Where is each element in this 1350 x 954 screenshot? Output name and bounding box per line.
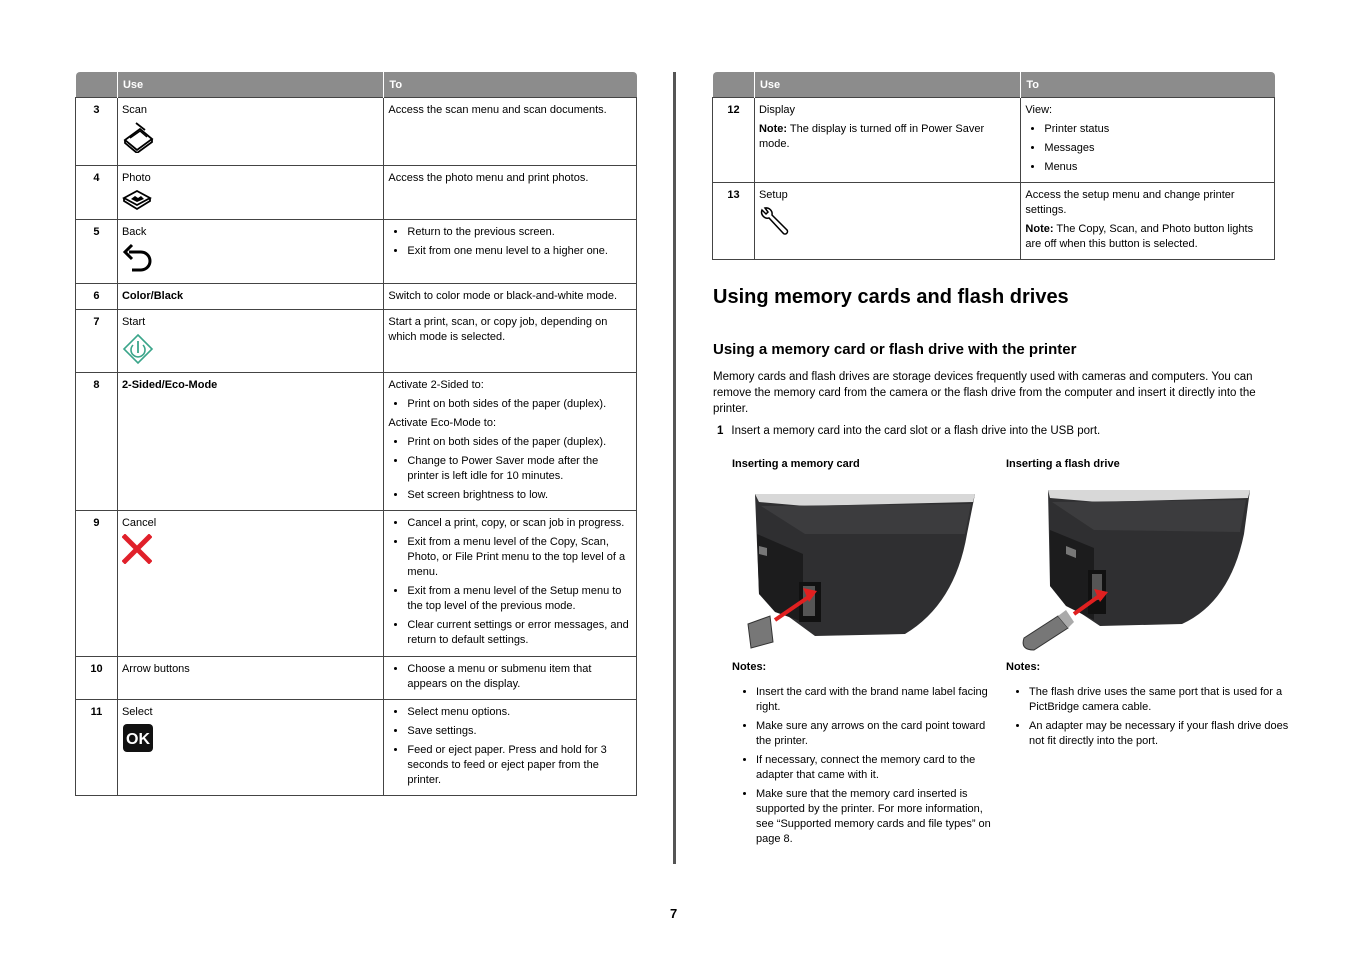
note-label: Note: xyxy=(1025,222,1054,235)
card-notes-heading: Notes: xyxy=(732,661,767,673)
start-icon xyxy=(122,333,154,365)
use-cell xyxy=(754,182,1020,259)
row-number: 3 xyxy=(76,97,118,165)
row-number: 5 xyxy=(76,219,118,283)
list-item: • Messages xyxy=(1044,141,1270,156)
use-cell xyxy=(754,97,1020,182)
to-list xyxy=(388,516,632,648)
table-row xyxy=(76,283,637,309)
note-text: The display is turned off in Power Saver mode. xyxy=(758,122,985,150)
subsection-title: Using a memory card or flash drive with the printer xyxy=(713,341,1077,358)
table-row xyxy=(76,309,637,372)
row-number: 10 xyxy=(76,656,118,699)
use-cell xyxy=(117,219,383,283)
list-item: • Choose a menu or submenu item that appears on the display. xyxy=(407,662,632,692)
table-row xyxy=(76,656,637,699)
to-paragraph: View: xyxy=(1025,103,1053,116)
note xyxy=(1025,222,1270,252)
header-num xyxy=(713,72,755,97)
list-item: • Make sure any arrows on the card point toward the printer. xyxy=(756,719,1000,749)
ok-icon xyxy=(122,723,154,753)
use-label: Arrow buttons xyxy=(117,656,383,699)
use-cell xyxy=(117,510,383,656)
card-notes-list xyxy=(736,685,1000,851)
list-item: • Select menu options. xyxy=(407,705,632,720)
list-item: • Exit from a menu level of the Setup menu to the top level of the previous mode. xyxy=(407,584,632,614)
to-cell xyxy=(1021,97,1275,182)
use-cell xyxy=(117,309,383,372)
use-cell xyxy=(117,165,383,219)
list-item: • The flash drive uses the same port that is used for a PictBridge camera cable. xyxy=(1029,685,1293,715)
list-item: • An adapter may be necessary if your flash drive does not fit directly into the port. xyxy=(1029,719,1293,749)
to-cell xyxy=(384,699,637,795)
to-list xyxy=(388,662,632,692)
to-list xyxy=(388,435,632,503)
column-divider xyxy=(673,72,676,864)
to-list xyxy=(388,705,632,788)
use-label: Start xyxy=(121,315,146,328)
header-use: Use xyxy=(117,72,383,97)
left-button-table xyxy=(75,72,637,796)
use-label: Scan xyxy=(121,103,148,116)
flash-notes-heading: Notes: xyxy=(1006,661,1041,673)
step-1 xyxy=(717,425,1100,437)
use-label: Setup xyxy=(758,188,788,201)
to-cell xyxy=(384,510,637,656)
cancel-icon xyxy=(122,534,152,564)
table-header-row xyxy=(713,72,1275,97)
list-item: • Set screen brightness to low. xyxy=(407,488,632,503)
list-item: • Make sure that the memory card inserted is supported by the printer. For more information, see “Supported memory cards and file types” on page 8. xyxy=(756,787,1000,847)
flash-drive-illustration xyxy=(1018,490,1252,652)
list-item: • Menus xyxy=(1044,160,1270,175)
to-list xyxy=(1025,122,1270,175)
photo-icon xyxy=(122,189,152,211)
list-item: • Cancel a print, copy, or scan job in progress. xyxy=(407,516,632,531)
intro-paragraph: Memory cards and flash drives are storage devices frequently used with cameras and computers. You can remove the memory card from the camera or the flash drive from the computer and insert it directly into the printer. xyxy=(713,371,1256,415)
row-number: 4 xyxy=(76,165,118,219)
list-item: • Printer status xyxy=(1044,122,1270,137)
to-list xyxy=(388,397,632,412)
use-label: Color/Black xyxy=(117,283,383,309)
table-row xyxy=(76,699,637,795)
use-label: Select xyxy=(121,705,153,718)
row-number: 7 xyxy=(76,309,118,372)
use-label: Back xyxy=(121,225,147,238)
use-label: Display xyxy=(758,103,796,116)
row-number: 12 xyxy=(713,97,755,182)
to-cell xyxy=(1021,182,1275,259)
to-cell: Start a print, scan, or copy job, depending on which mode is selected. xyxy=(384,309,637,372)
page-number: 7 xyxy=(670,906,678,921)
note-label: Note: xyxy=(758,122,788,135)
card-caption: Inserting a memory card xyxy=(732,458,860,470)
list-item: • Print on both sides of the paper (duplex). xyxy=(407,435,632,450)
to-cell: Access the scan menu and scan documents. xyxy=(384,97,637,165)
use-label: Photo xyxy=(121,171,151,184)
header-num xyxy=(76,72,118,97)
header-to: To xyxy=(1021,72,1275,97)
use-label: 2-Sided/Eco-Mode xyxy=(117,372,383,510)
list-item: • Exit from a menu level of the Copy, Scan, Photo, or File Print menu to the top level of a menu. xyxy=(407,535,632,580)
list-item: • Print on both sides of the paper (duplex). xyxy=(407,397,632,412)
to-cell: Access the photo menu and print photos. xyxy=(384,165,637,219)
list-item: • Return to the previous screen. xyxy=(407,225,632,240)
step-number: 1 xyxy=(717,425,724,437)
list-item: • Insert the card with the brand name label facing right. xyxy=(756,685,1000,715)
to-cell: Switch to color mode or black-and-white mode. xyxy=(384,283,637,309)
list-item: • Exit from one menu level to a higher one. xyxy=(407,244,632,259)
step-text: Insert a memory card into the card slot or a flash drive into the USB port. xyxy=(731,425,1101,437)
use-cell xyxy=(117,97,383,165)
table-row xyxy=(76,372,637,510)
table-row xyxy=(713,97,1275,182)
table-row xyxy=(76,510,637,656)
right-button-table xyxy=(712,72,1275,260)
use-cell xyxy=(117,699,383,795)
list-item: • Feed or eject paper. Press and hold for 3 seconds to feed or eject paper from the printer. xyxy=(407,743,632,788)
to-paragraph: Activate 2-Sided to: xyxy=(388,378,484,391)
use-label: Cancel xyxy=(121,516,157,529)
table-row xyxy=(76,97,637,165)
note-text: The Copy, Scan, and Photo button lights are off when this button is selected. xyxy=(1025,222,1254,250)
list-item: • Clear current settings or error messages, and return to default settings. xyxy=(407,618,632,648)
row-number: 13 xyxy=(713,182,755,259)
header-use: Use xyxy=(754,72,1020,97)
list-item: • If necessary, connect the memory card to the adapter that came with it. xyxy=(756,753,1000,783)
row-number: 6 xyxy=(76,283,118,309)
to-list xyxy=(388,225,632,259)
list-item: • Save settings. xyxy=(407,724,632,739)
row-number: 11 xyxy=(76,699,118,795)
row-number: 9 xyxy=(76,510,118,656)
table-row xyxy=(76,165,637,219)
table-row xyxy=(76,219,637,283)
to-paragraph: Access the setup menu and change printer settings. xyxy=(1025,188,1235,216)
wrench-icon xyxy=(759,206,791,236)
ok-icon-label: OK xyxy=(125,730,150,748)
header-to: To xyxy=(384,72,637,97)
flash-notes-list xyxy=(1009,685,1293,753)
row-number: 8 xyxy=(76,372,118,510)
scan-icon xyxy=(122,121,154,153)
to-paragraph: Activate Eco-Mode to: xyxy=(388,416,497,429)
back-icon xyxy=(122,243,154,275)
to-cell xyxy=(384,219,637,283)
list-item: • Change to Power Saver mode after the printer is left idle for 10 minutes. xyxy=(407,454,632,484)
to-cell xyxy=(384,656,637,699)
table-header-row xyxy=(76,72,637,97)
table-row xyxy=(713,182,1275,259)
section-title: Using memory cards and flash drives xyxy=(713,286,1069,308)
memory-card-illustration xyxy=(745,494,977,650)
flash-caption: Inserting a flash drive xyxy=(1006,458,1120,470)
note xyxy=(759,122,1016,152)
to-cell xyxy=(384,372,637,510)
